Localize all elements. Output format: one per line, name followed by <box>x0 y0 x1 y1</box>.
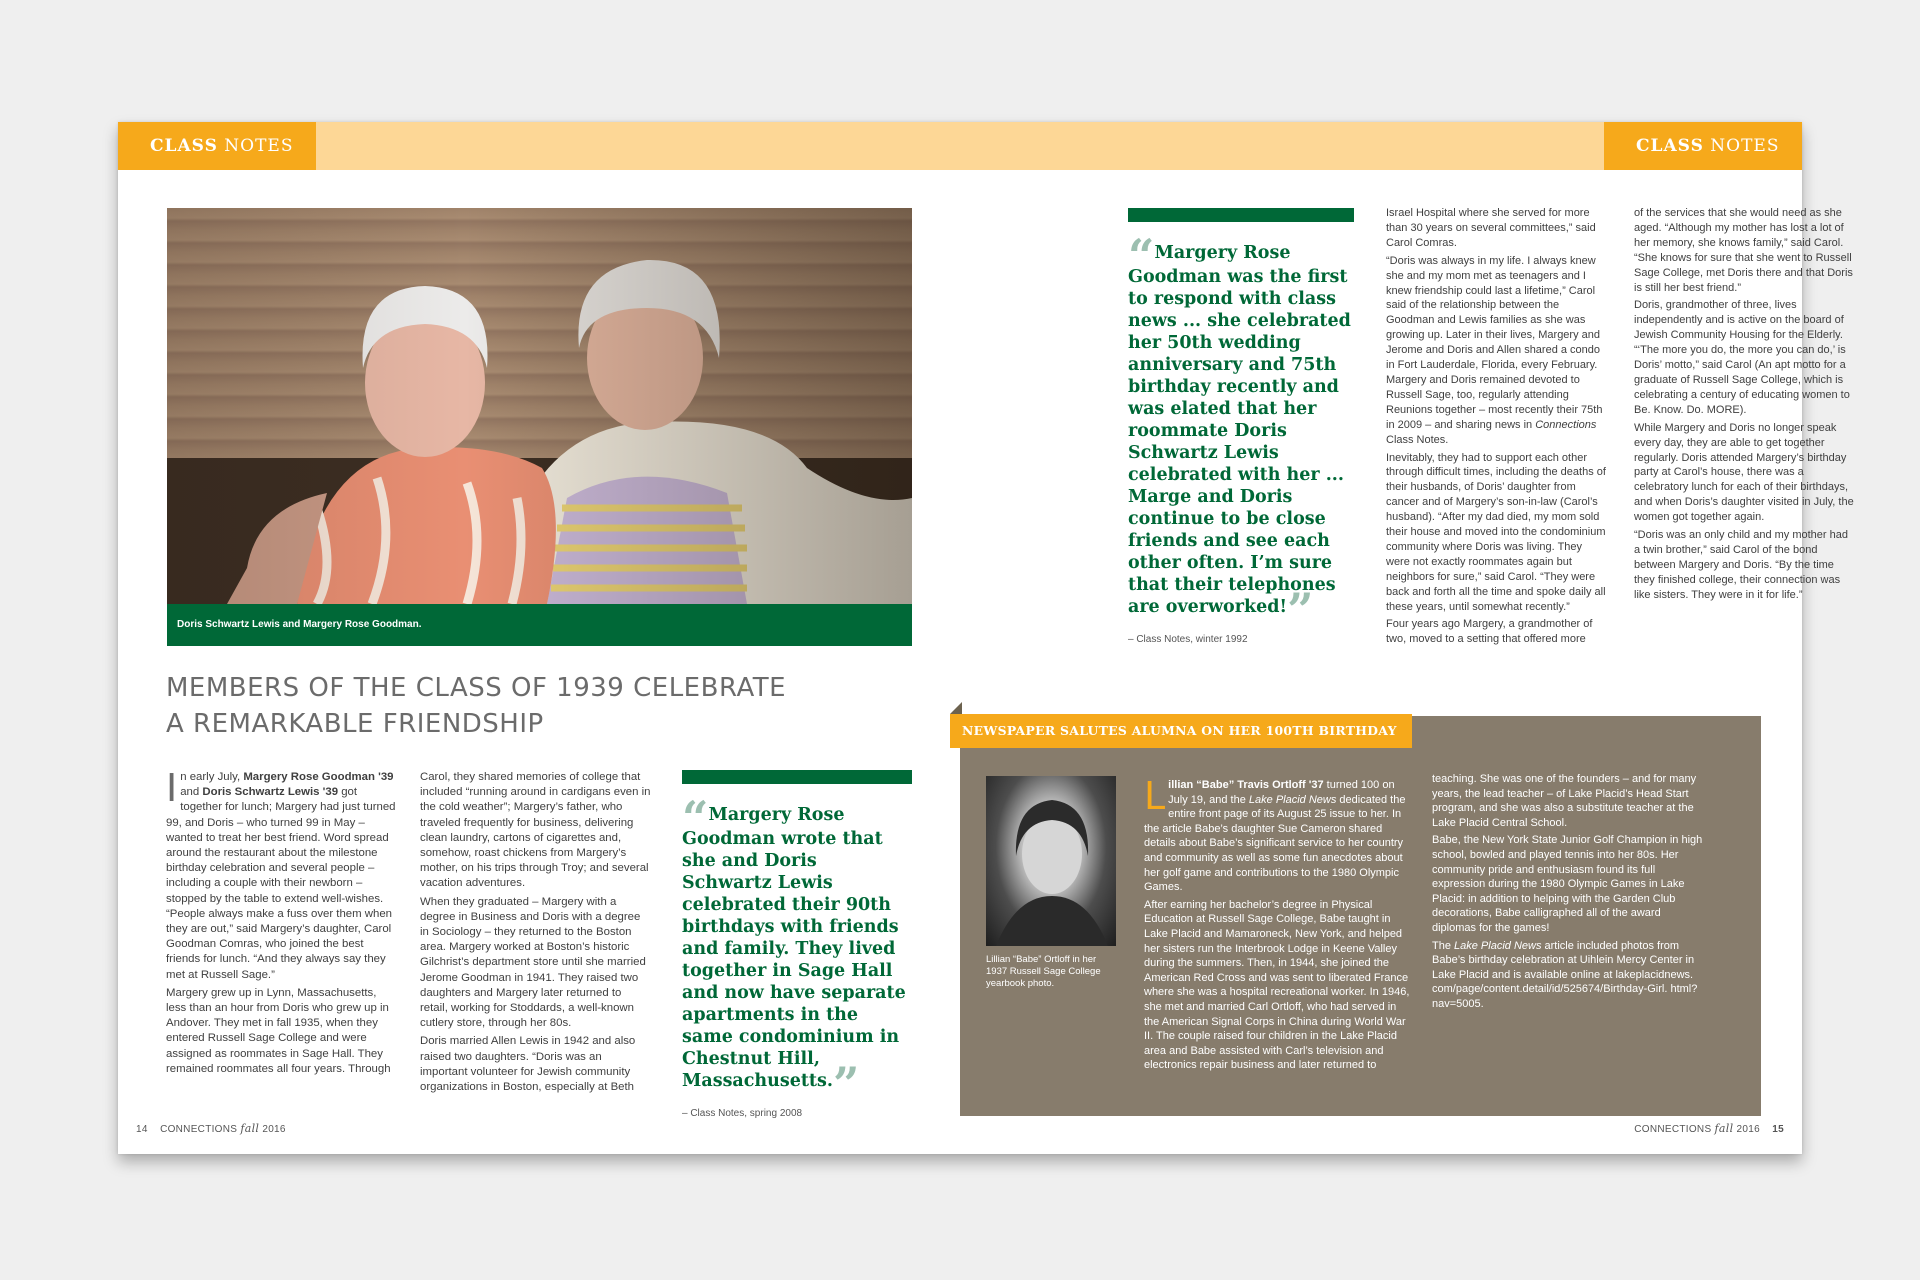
folio-right <box>1634 1122 1784 1135</box>
section-tab-left-bold: CLASS <box>150 136 218 156</box>
magazine-name: CONNECTIONS <box>1634 1124 1712 1135</box>
sidebar-column-1 <box>1144 774 1414 1076</box>
newspaper-italic: Lake Placid News <box>1248 793 1337 806</box>
article-paragraph: Israel Hospital where she served for more than 30 years on several committees,” said Carol Comras. <box>1386 207 1596 249</box>
text-run: “Doris was always in my life. I always knew she and my mom met as teenagers and I knew friendship could last a lifetime,” Carol said of the relationship between the Goodman and Lewis families as she was growing up. Later in their lives, Margery and Jerome and Doris and Allen shared a condo in Fort Lauderdale, Florida, every February. Margery and Doris remained devoted to Russell Sage, too, regularly attending Reunions together – most recently their 75th in 2009 – and sharing news in <box>1386 254 1603 431</box>
newspaper-italic: Lake Placid News <box>1454 939 1542 952</box>
text-run: turned 100 on July 19, and the <box>1168 779 1395 806</box>
text-run: article included photos from Babe’s birthday celebration at Uihlein Mercy Center in Lake Placid and is available online at lakeplacidnews. com/page/content.detail/id/525674/Birthday-Girl. html?nav=5005. <box>1432 939 1698 1010</box>
close-quote-mark: ” <box>1287 583 1314 637</box>
name-bold: Doris Schwartz Lewis '39 <box>202 786 339 799</box>
name-bold: Margery Rose Goodman '39 <box>243 771 394 783</box>
section-tab-left-rest: NOTES <box>224 136 294 156</box>
close-quote-mark: ” <box>832 1057 860 1111</box>
pull-quote-right <box>1128 208 1354 645</box>
drop-cap: I <box>166 766 178 810</box>
article-column-3 <box>1386 206 1608 650</box>
magazine-name: CONNECTIONS <box>160 1124 238 1135</box>
portrait-caption: Lillian “Babe” Ortloff in her 1937 Russell Sage College yearbook photo. <box>986 954 1101 989</box>
text-run: n early July, <box>180 771 244 783</box>
open-quote-mark: “ <box>1128 229 1155 283</box>
text-run: got together for lunch; Margery had just turned 99, and Doris – who turned 99 in May – wanted to treat her best friend. Word spread around the restaurant about the milestone birthday celebration and several people – including a couple with their newborn – stopped by the table to extend well-wishes. “People always make a fuss over them when they are out,” said Margery’s daughter, Carol Goodman Comras, who joined the best friends for lunch. “And they always say they met at Russell Sage.” <box>166 786 396 981</box>
article-paragraph <box>166 766 396 983</box>
magazine-italic: Connections <box>1535 418 1597 431</box>
yearbook-portrait <box>986 776 1116 946</box>
text-run: The <box>1432 939 1455 952</box>
magazine-year: 2016 <box>262 1124 286 1135</box>
pull-quote-body: Margery Rose Goodman wrote that she and Doris Schwartz Lewis celebrated their 90th birthdays with friends and family. They lived together in Sage Hall and now have separate apartments in the same condominium in Chestnut Hill, Massachusetts. <box>682 805 906 1091</box>
open-quote-mark: “ <box>682 791 709 845</box>
pull-quote-attribution: – Class Notes, spring 2008 <box>682 1108 803 1119</box>
pull-quote-text <box>682 791 912 1111</box>
article-paragraph <box>1432 939 1706 1012</box>
article-column-4 <box>1634 206 1856 606</box>
article-paragraph: While Margery and Doris no longer speak every day, they are able to get together regularly. Doris attended Margery’s birthday party at Carol’s house, there was a celebratory lunch for each of their birthdays, and when Doris’s daughter visited in July, the women got together again. <box>1634 421 1854 524</box>
magazine-year: 2016 <box>1736 1124 1760 1135</box>
text-run: and <box>180 786 203 799</box>
article-paragraph <box>1144 774 1414 895</box>
section-tab-right-rest: NOTES <box>1710 136 1780 156</box>
article-paragraph: Doris married Allen Lewis in 1942 and also raised two daughters. “Doris was an important volunteer for Jewish community organizations in Boston, especially at Beth <box>420 1035 636 1094</box>
article-headline <box>166 670 866 742</box>
tab-notch <box>950 702 962 714</box>
pull-quote-body: Margery Rose Goodman was the first to respond with class news ... she celebrated her 50th wedding anniversary and 75th birthday recently and was elated that her roommate Doris Schwartz Lewis celebrated with her ... Marge and Doris continue to be close friends and see each other often. I’m sure that their telephones are overworked! <box>1128 243 1351 617</box>
text-run: Class Notes. <box>1386 433 1449 446</box>
article-paragraph: Doris, grandmother of three, lives independently and is active on the board of Jewish Community Housing for the Elderly. “‘The more you do, the more you can do,’ is Doris’ motto,” said Carol (An apt motto for a graduate of Russell Sage College, which is celebrating a century of educating women to Be. Know. Do. MORE). <box>1634 299 1850 416</box>
sidebar-heading-tab: NEWSPAPER SALUTES ALUMNA ON HER 100TH BIRTHDAY <box>950 714 1412 748</box>
article-column-2 <box>420 770 652 1098</box>
page-number: 14 <box>136 1124 148 1135</box>
pull-quote-bar <box>682 770 912 784</box>
article-paragraph: When they graduated – Margery with a degree in Business and Doris with a degree in Sociology – they returned to the Boston area. Margery worked at Boston’s historic Gilchrist’s department store until she married Jerome Goodman in 1941. They raised two daughters and Margery later returned to retail, working for Stoddards, a well-known cutlery store, through her 80s. <box>420 895 646 1030</box>
magazine-season: fall <box>1714 1122 1734 1135</box>
pull-quote-left <box>682 770 912 1119</box>
portrait-shoulders <box>996 896 1108 946</box>
page-left <box>118 122 960 1154</box>
feature-photo <box>167 208 912 604</box>
magazine-spread <box>118 122 1854 1154</box>
sidebar-column-2 <box>1432 772 1706 1015</box>
article-paragraph: Carol, they shared memories of college that included “running around in cardigans even in the cold weather”; Margery’s father, who traveled frequently for business, delivering clean laundry, cartons of cigarettes and, somehow, roast chickens from Margery’s mother, on his trips through Troy; and several vacation adventures. <box>420 771 651 890</box>
magazine-season: fall <box>240 1122 260 1135</box>
article-paragraph: Babe, the New York State Junior Golf Champion in high school, bowled and played tennis into her 80s. Her community pride and enthusiasm found its full expression during the 1980 Olympic Games in Lake Placid: in addition to helping with the Garden Club decorations, Babe calligraphed all of the award diplomas for the games! <box>1432 834 1703 934</box>
article-paragraph: of the services that she would need as she aged. “Although my mother has lost a lot of her memory, she knows family,” said Carol. “She knows for sure that she went to Russell Sage College, met Doris there and that Doris is still her best friend.” <box>1634 207 1853 294</box>
article-paragraph: Four years ago Margery, a grandmother of two, moved to a setting that offered more <box>1386 618 1593 646</box>
headline-line-2: A REMARKABLE FRIENDSHIP <box>166 709 544 739</box>
article-paragraph: “Doris was an only child and my mother had a twin brother,” said Carol of the bond between Margery and Doris. “By the time they finished college, their connection was like sisters. They were in it for life.” <box>1634 529 1848 601</box>
section-tab-left <box>118 122 316 170</box>
article-paragraph: Margery grew up in Lynn, Massachusetts, less than an hour from Doris who grew up in Andover. They met in fall 1935, when they entered Russell Sage College and were assigned as roommates in Sage Hall. They remained roommates all four years. Through <box>166 986 391 1075</box>
text-run: dedicated the entire front page of its August 25 issue to her. In the article Babe’s daughter Sue Cameron shared details about Babe’s significant service to her country and community as well as some fun anecdotes about her golf game and contributions to the 1980 Olympic Games. <box>1144 793 1406 894</box>
pull-quote-bar <box>1128 208 1354 222</box>
page-right <box>960 122 1854 1154</box>
name-bold: illian “Babe” Travis Ortloff '37 <box>1168 779 1324 791</box>
portrait-illustration <box>986 776 1116 946</box>
page-number: 15 <box>1772 1124 1784 1135</box>
article-column-1 <box>166 766 396 1080</box>
article-paragraph: After earning her bachelor’s degree in Physical Education at Russell Sage College, Babe taught in Lake Placid and Mamaroneck, New York, and helped her sisters run the Interbrook Lodge in Keene Valley during the summers. Then, in 1944, she joined the American Red Cross and was sent to liberated France where she was a hospital recreational worker. In 1946, she met and married Carl Ortloff, who had served in the American Signal Corps in China during World War II. The couple raised four children in the Lake Placid area and Babe assisted with Carl’s television and electronics repair business and later returned to <box>1144 898 1410 1072</box>
article-paragraph <box>1386 254 1608 448</box>
drop-cap: L <box>1144 774 1166 818</box>
article-paragraph: teaching. She was one of the founders – and for many years, the lead teacher – of Lake Placid’s Head Start program, and she was also a substitute teacher at the Lake Placid Central School. <box>1432 773 1697 829</box>
photo-caption: Doris Schwartz Lewis and Margery Rose Goodman. <box>167 604 912 646</box>
pull-quote-text <box>1128 229 1354 637</box>
photo-shading <box>167 208 912 604</box>
section-tab-right <box>1604 122 1802 170</box>
pull-quote-attribution: – Class Notes, winter 1992 <box>1128 634 1248 645</box>
section-tab-right-bold: CLASS <box>1636 136 1704 156</box>
headline-line-1: MEMBERS OF THE CLASS OF 1939 CELEBRATE <box>166 673 787 703</box>
article-paragraph: Inevitably, they had to support each other through difficult times, including the deaths of their husbands, of Doris’ daughter from cancer and of Margery’s son-in-law (Carol’s husband). “After my dad died, my mom sold their house and moved into the condominium community where Doris was living. They were not exactly roommates again but neighbors for sure,” said Carol. “They were back and forth all the time and spoke daily all these years, until somewhat recently.” <box>1386 451 1606 613</box>
folio-left <box>136 1122 286 1135</box>
